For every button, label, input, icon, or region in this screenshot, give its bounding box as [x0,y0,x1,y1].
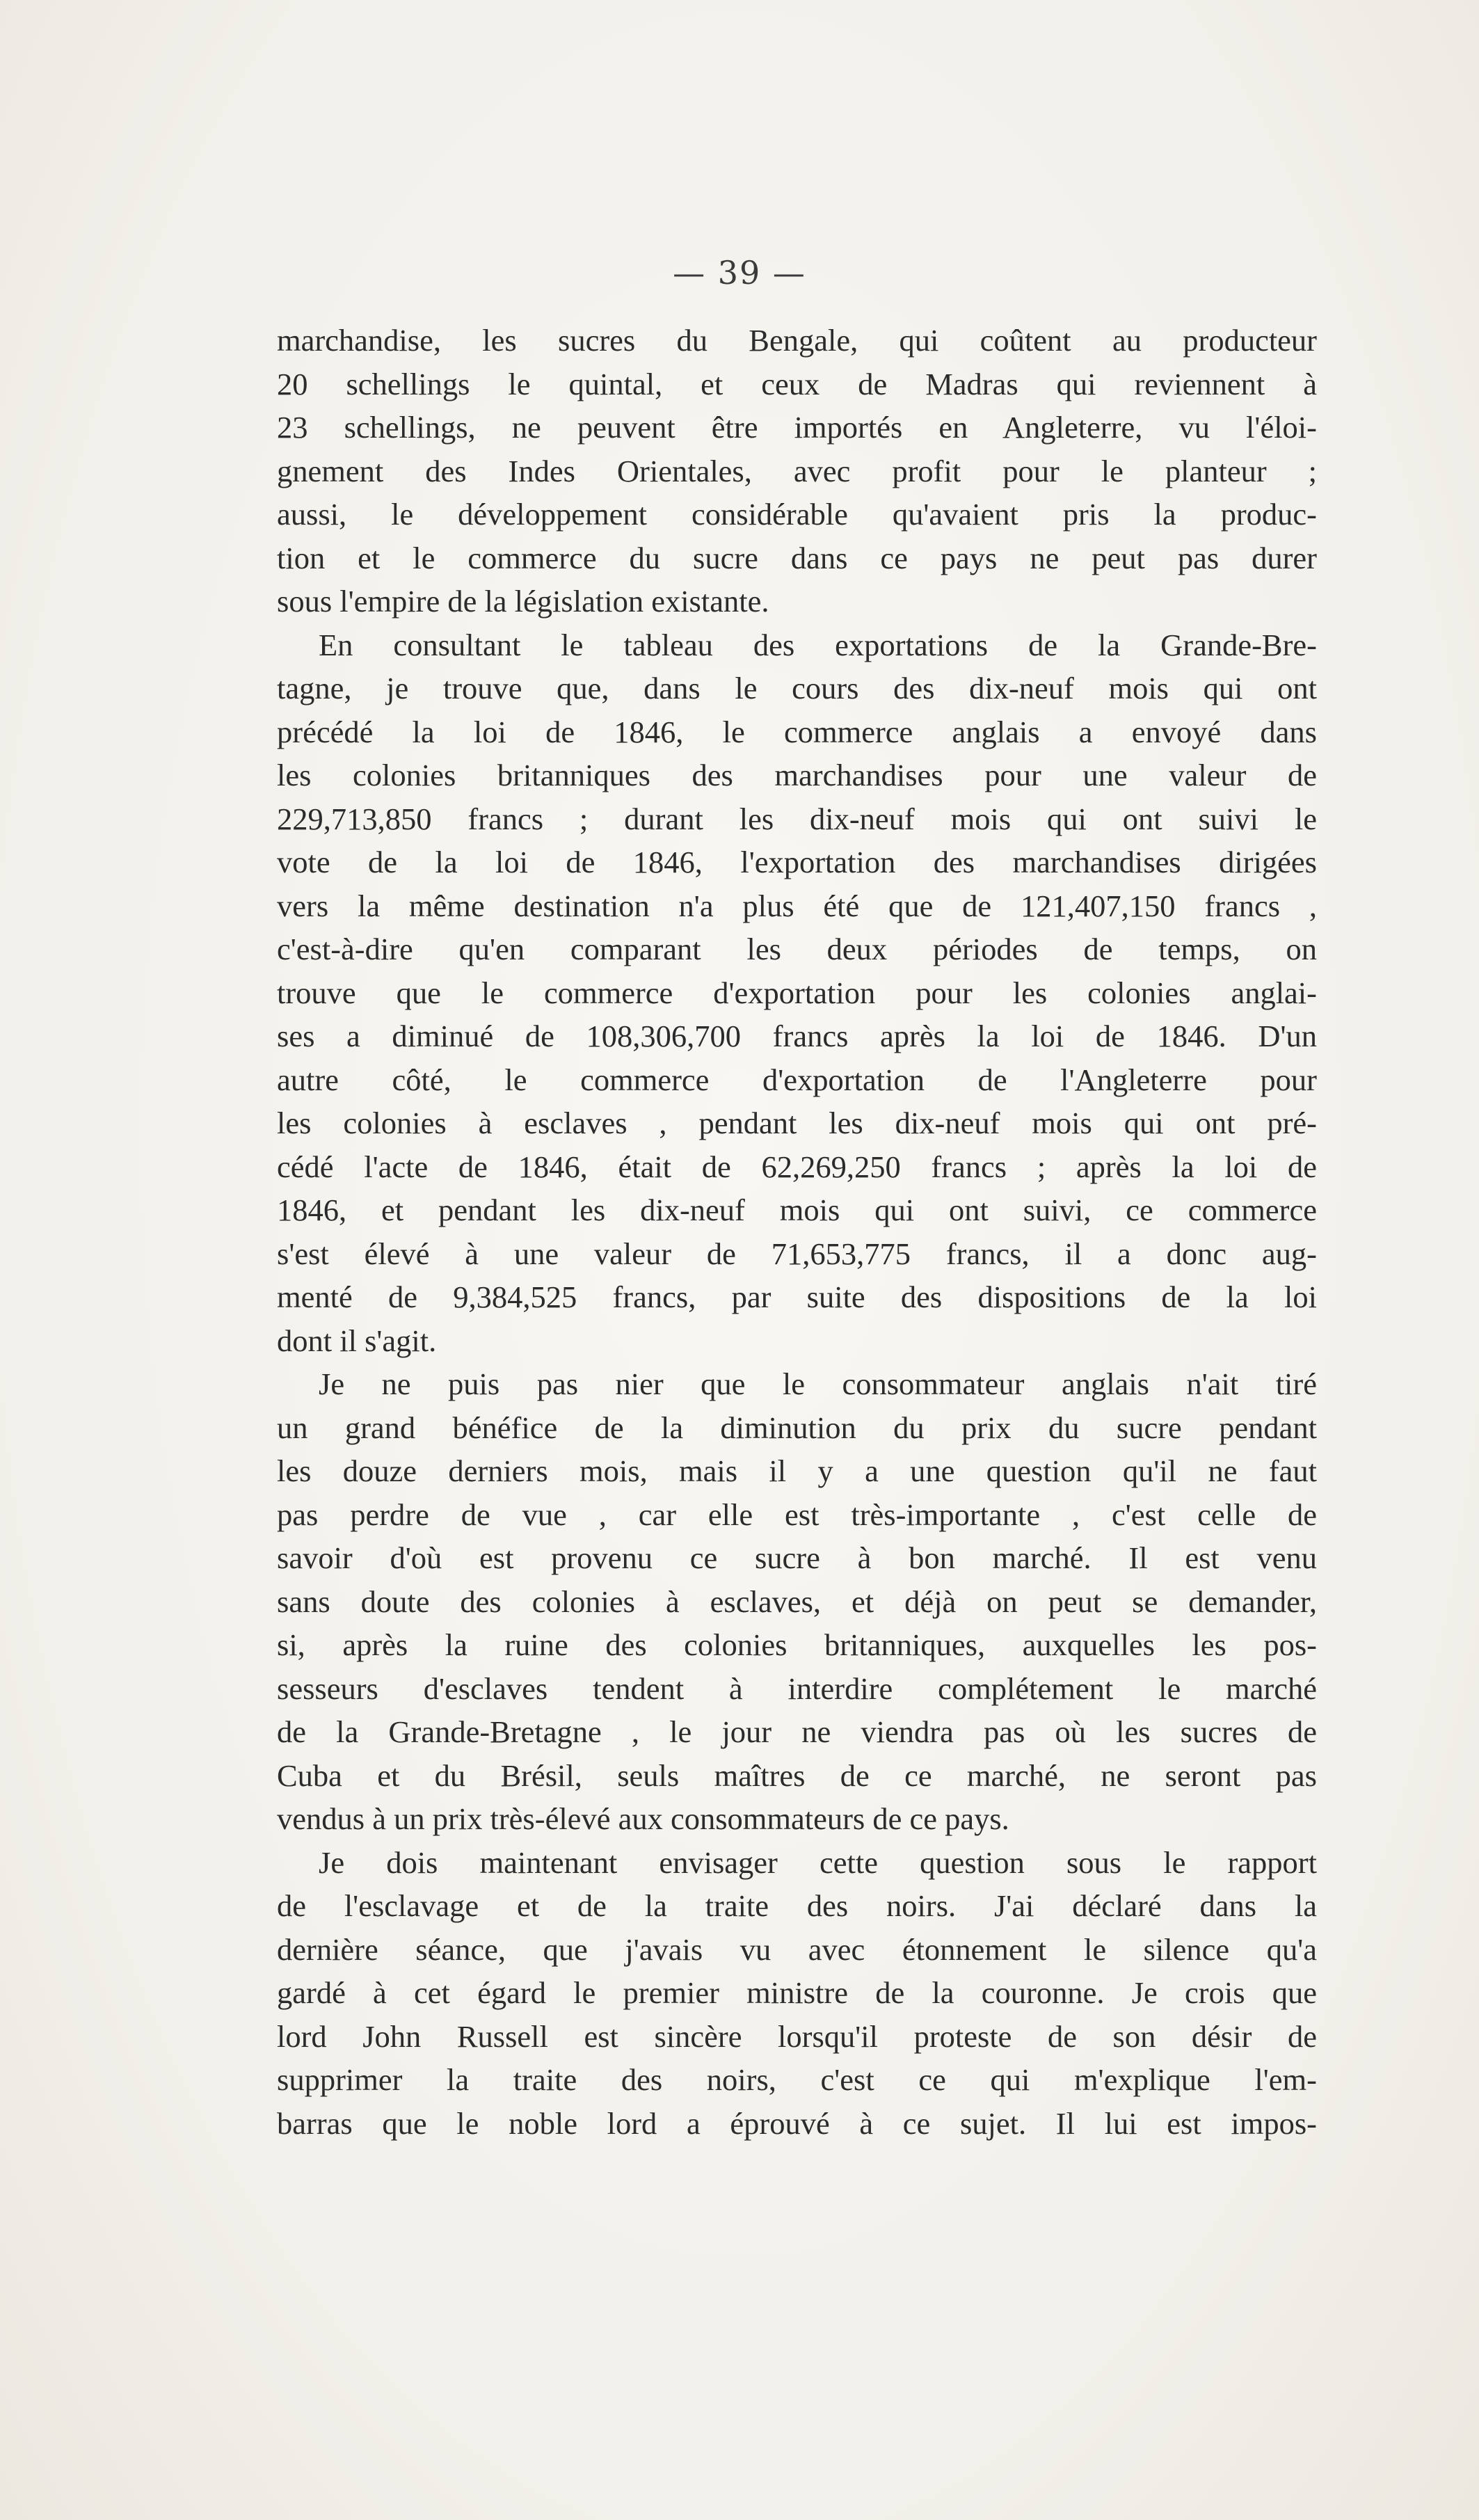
text-line: sans doute des colonies à esclaves, et déjà on peut se demander, [277,1584,1317,1619]
text-line: trouve que le commerce d'exportation pour les colonies anglai- [277,975,1317,1010]
text-line: En consultant le tableau des exportations de la Grande-Bre- [319,627,1317,662]
text-line: gardé à cet égard le premier ministre de la couronne. Je crois que [277,1975,1317,2010]
text-line: les colonies à esclaves , pendant les dix-neuf mois qui ont pré- [277,1106,1317,1140]
text-line: Cuba et du Brésil, seuls maîtres de ce marché, ne seront pas [277,1757,1317,1793]
text-line: de la Grande-Bretagne , le jour ne viendra pas où les sucres de [277,1714,1317,1749]
text-line: tion et le commerce du sucre dans ce pays ne peut pas durer [277,540,1317,575]
text-line: barras que le noble lord a éprouvé à ce sujet. Il lui est impos- [277,2105,1317,2141]
text-line: s'est élevé à une valeur de 71,653,775 francs, il a donc aug- [277,1236,1317,1271]
text-line: supprimer la traite des noirs, c'est ce qui m'explique l'em- [277,2062,1317,2097]
text-line: dernière séance, que j'avais vu avec étonnement le silence qu'a [277,1931,1317,1967]
text-line: de l'esclavage et de la traite des noirs. J'ai déclaré dans la [277,1888,1317,1923]
text-line: si, après la ruine des colonies britanniques, auxquelles les pos- [277,1627,1317,1662]
text-line: pas perdre de vue , car elle est très-importante , c'est celle de [277,1497,1317,1532]
text-line: aussi, le développement considérable qu'avaient pris la produc- [277,497,1317,532]
text-line: sesseurs d'esclaves tendent à interdire complétement le marché [277,1670,1317,1706]
text-line: ses a diminué de 108,306,700 francs après la loi de 1846. D'un [277,1019,1317,1053]
text-line: 229,713,850 francs ; durant les dix-neuf mois qui ont suivi le [277,801,1317,836]
text-line: vendus à un prix très-élevé aux consommateurs de ce pays. [277,1801,1009,1836]
page-number: — 39 — [673,254,806,292]
text-line: sous l'empire de la législation existante. [277,584,769,619]
text-line: 1846, et pendant les dix-neuf mois qui ont suivi, ce commerce [277,1193,1317,1227]
text-line: un grand bénéfice de la diminution du prix du sucre pendant [277,1410,1317,1445]
text-line: cédé l'acte de 1846, était de 62,269,250 francs ; après la loi de [277,1149,1317,1184]
text-line: les douze derniers mois, mais il y a une question qu'il ne faut [277,1453,1317,1488]
text-line: autre côté, le commerce d'exportation de l'Angleterre pour [277,1062,1317,1097]
text-line: lord John Russell est sincère lorsqu'il proteste de son désir de [277,2018,1317,2054]
text-line: 23 schellings, ne peuvent être importés en Angleterre, vu l'éloi- [277,410,1317,445]
body-text [277,319,1317,2145]
text-line: vote de la loi de 1846, l'exportation des marchandises dirigées [277,845,1317,879]
text-line: Je dois maintenant envisager cette question sous le rapport [319,1844,1317,1880]
text-line: les colonies britanniques des marchandises pour une valeur de [277,758,1317,792]
text-line: vers la même destination n'a plus été que de 121,407,150 francs , [277,888,1317,923]
text-line: c'est-à-dire qu'en comparant les deux périodes de temps, on [277,932,1317,966]
text-line: savoir d'où est provenu ce sucre à bon marché. Il est venu [277,1540,1317,1575]
text-line: menté de 9,384,525 francs, par suite des dispositions de la loi [277,1279,1317,1314]
text-line: 20 schellings le quintal, et ceux de Madras qui reviennent à [277,366,1317,401]
text-line: tagne, je trouve que, dans le cours des dix-neuf mois qui ont [277,671,1317,705]
text-line: précédé la loi de 1846, le commerce anglais a envoyé dans [277,714,1317,749]
text-line: dont il s'agit. [277,1323,437,1358]
text-line: gnement des Indes Orientales, avec profit pour le planteur ; [277,453,1317,488]
text-line: marchandise, les sucres du Bengale, qui coûtent au producteur [277,323,1317,358]
text-line: Je ne puis pas nier que le consommateur anglais n'ait tiré [319,1366,1317,1401]
